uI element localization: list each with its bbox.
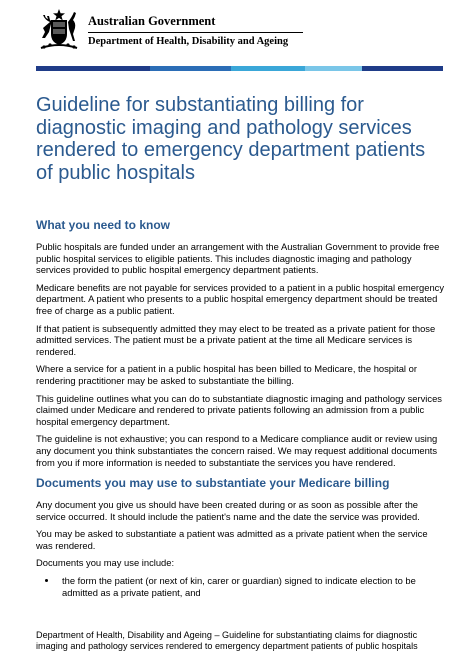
colour-bar (36, 66, 443, 71)
body-paragraph: The guideline is not exhaustive; you can respond to a Medicare compliance audit or review using any document you think substantiates the concern raised. We may request additional documents from you if more information is needed to substantiate the services you have rendered. (36, 433, 438, 468)
body-paragraph: You may be asked to substantiate a patient was admitted as a private patient when the service was rendered. (36, 528, 428, 551)
list-item: • the form the patient (or next of kin, carer or guardian) signed to indicate election to be admitted as a private patient, and (58, 575, 446, 598)
section-heading: Documents you may use to substantiate your Medicare billing (36, 476, 390, 491)
body-paragraph: Where a service for a patient in a public hospital has been billed to Medicare, the hospital or rendering practitioner may be asked to substantiate the billing. (36, 363, 417, 386)
bar-segment (150, 66, 231, 71)
bullet-list (36, 575, 446, 598)
body-paragraph: This guideline outlines what you can do to substantiate diagnostic imaging and pathology services claimed under Medicare and rendered to private patients following an admission from a public hospital emergency department. (36, 392, 442, 427)
header-rule (88, 32, 303, 33)
body-paragraph: If that patient is subsequently admitted they may elect to be treated as a private patient for those admitted services. The patient must be a private patient at the time all Medicare services is rendered. (36, 322, 436, 357)
header (36, 8, 446, 58)
coat-of-arms-logo (36, 8, 82, 54)
body-paragraph: Any document you give us should have been created during or as soon as possible after the service occurred. It should include the patient's name and the date the service was provided. (36, 499, 420, 522)
document-body (36, 218, 446, 598)
document-title: Guideline for substantiating billing for diagnostic imaging and pathology services rendered to emergency department patients of public hospitals (36, 94, 426, 184)
bar-segment (305, 66, 362, 71)
body-paragraph: Medicare benefits are not payable for services provided to a patient in a public hospital emergency department. A patient who presents to a public hospital emergency department should be treated free of charge as a public patient. (36, 281, 445, 316)
bar-segment (36, 66, 150, 71)
government-name: Australian Government (88, 14, 216, 28)
body-paragraph: Public hospitals are funded under an arrangement with the Australian Government to provide free public hospital services to eligible patients. This includes diagnostic imaging and pathology services provided to public hospital emergency department patients. (36, 241, 440, 276)
section-heading: What you need to know (36, 218, 170, 232)
department-name: Department of Health, Disability and Ageing (88, 36, 289, 47)
bar-segment (231, 66, 304, 71)
bar-segment (362, 66, 443, 71)
body-paragraph: Documents you may use include: (36, 557, 175, 569)
page-footer: Department of Health, Disability and Ageing – Guideline for substantiating claims for diagnostic imaging and pathology services rendered to emergency department patients of public hospitals (36, 630, 418, 651)
